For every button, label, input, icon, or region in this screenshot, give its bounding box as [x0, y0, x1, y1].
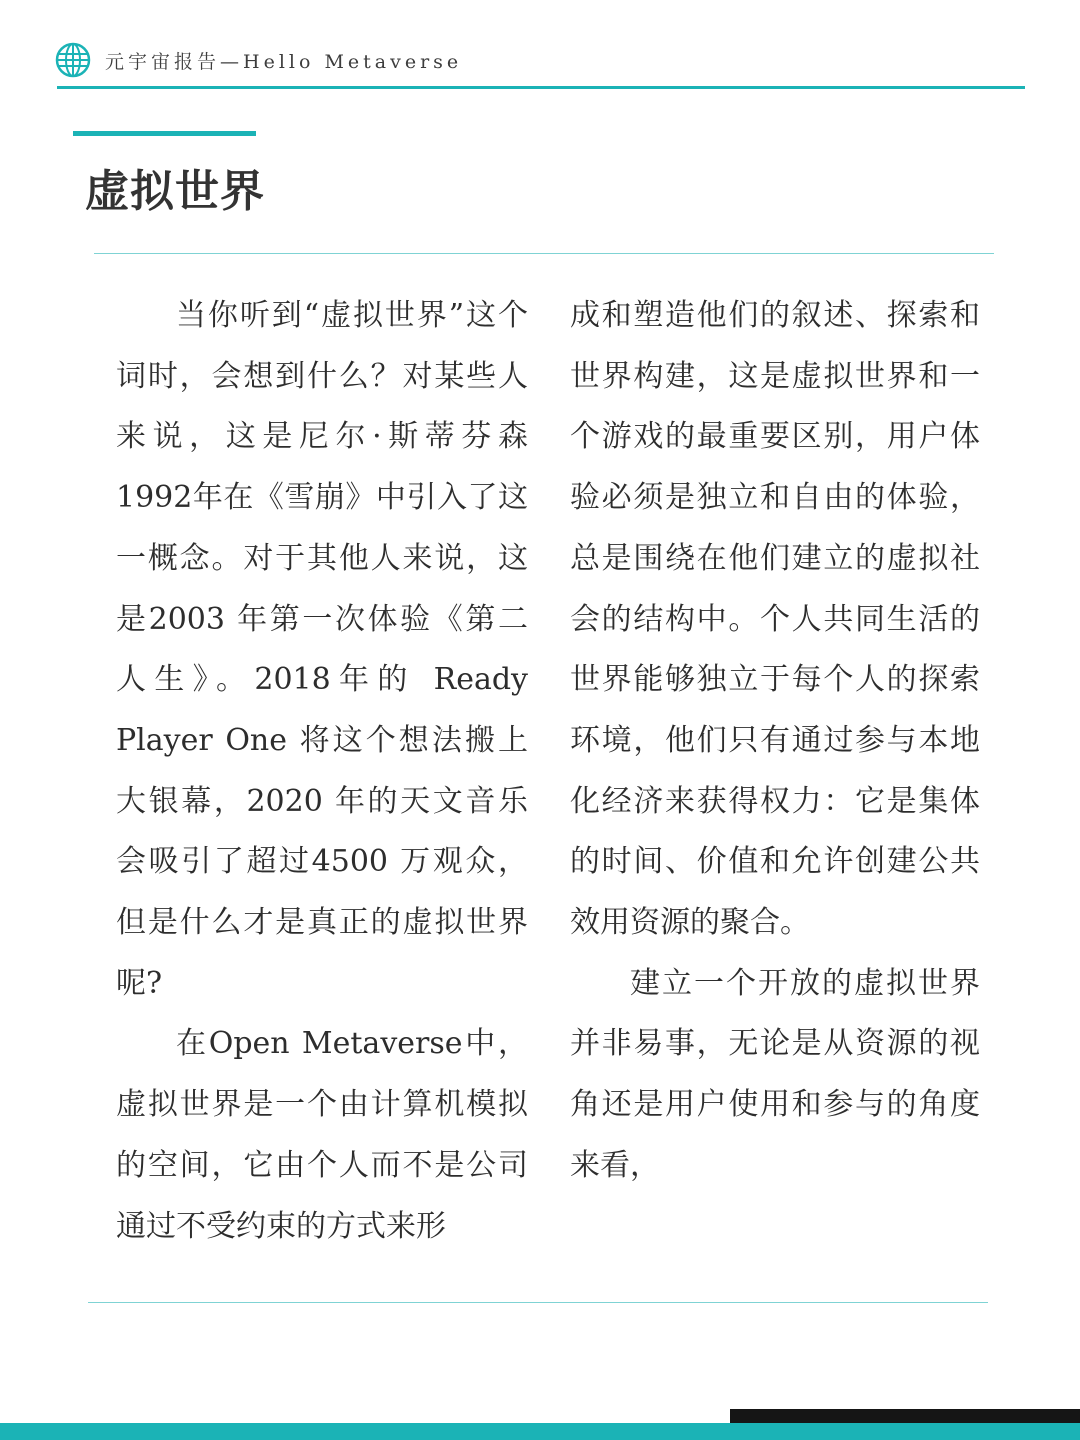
paragraph-1: 当你听到“虚拟世界”这个词时，会想到什么？对某些人来说，这是尼尔·斯蒂芬森1992年在《雪崩》中引入了这一概念。对于其他人来说，这是2003 年第一次体验《第二人生》。2018年的 Ready Player One 将这个想法搬上大银幕，2020 年的天文音乐会吸引了超过4500 万观众，但是什么才是真正的虚拟世界呢?: [116, 298, 528, 1001]
page-header: [55, 38, 462, 82]
section-title: 虚拟世界: [85, 166, 265, 217]
header-rule: [57, 86, 1025, 89]
paragraph-2: 在Open Metaverse中，虚拟世界是一个由计算机模拟的空间，它由个人而不是公司通过不受约束的方式来形: [116, 1026, 528, 1244]
footer-bar-dark: [730, 1409, 1080, 1423]
text-column-right: [570, 286, 980, 1197]
running-head: 元宇宙报告—Hello Metaverse: [105, 50, 463, 73]
paragraph-3: 建立一个开放的虚拟世界并非易事，无论是从资源的视角还是用户使用和参与的角度来看，: [570, 965, 980, 1183]
bottom-rule: [88, 1302, 988, 1303]
title-accent-bar: [73, 131, 256, 136]
text-column-left: [116, 286, 528, 1257]
globe-icon: [55, 42, 91, 78]
title-rule: [94, 253, 994, 254]
footer-bar-teal: [0, 1423, 1080, 1440]
paragraph-2-continued: 成和塑造他们的叙述、探索和世界构建，这是虚拟世界和一个游戏的最重要区别，用户体验必须是独立和自由的体验，总是围绕在他们建立的虚拟社会的结构中。个人共同生活的世界能够独立于每个人的探索环境，他们只有通过参与本地化经济来获得权力：它是集体的时间、价值和允许创建公共效用资源的聚合。: [570, 298, 980, 941]
